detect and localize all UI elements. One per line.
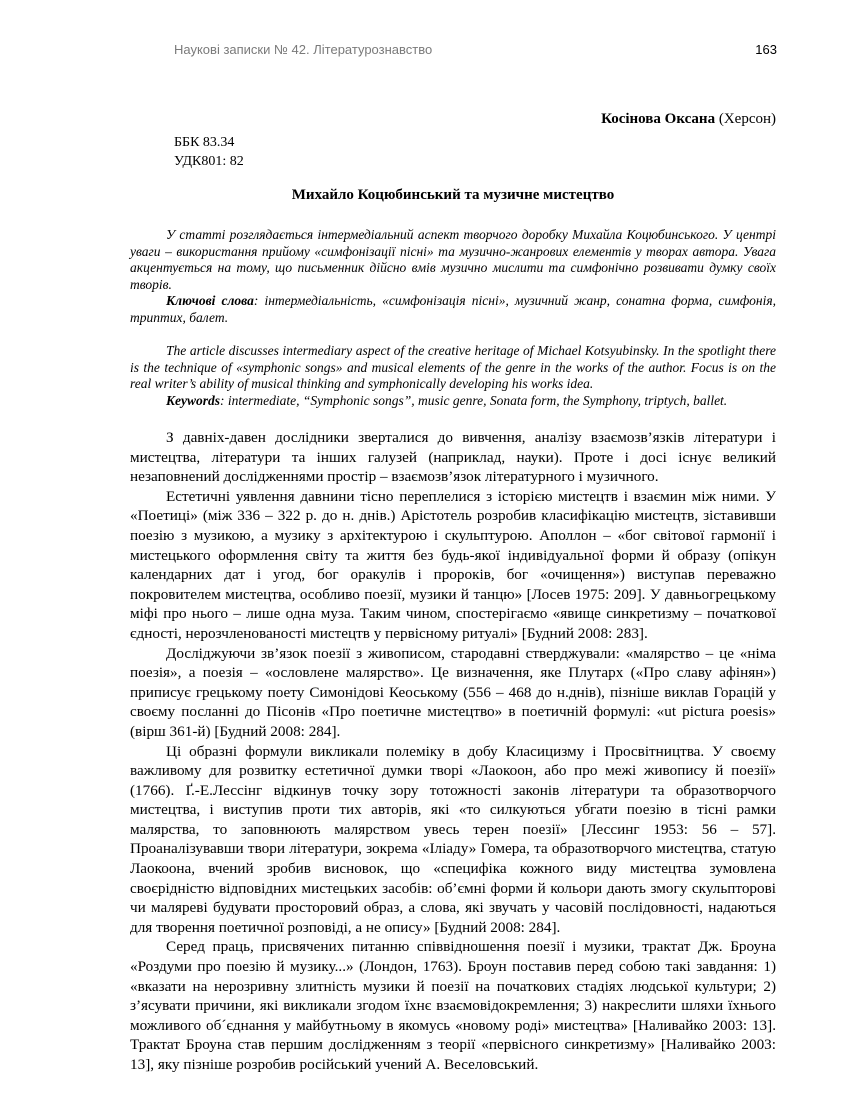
body-paragraph: Серед праць, присвячених питанню співвідношення поезії і музики, трактат Дж. Броуна «Роздуми про поезію й музику...» (Лондон, 1763). Броун поставив перед собою такі завдання: 1) «вказати на нерозривну злитність музики й поезії на початкових стадіях людської культури; 2) з’ясувати причини, які викликали згодом їхнє взаємовідокремлення; 3) накреслити шляхи їхнього можливого об´єднання у майбутньому в якомусь «новому роді» мистецтва» [Наливайко 2003: 13]. Трактат Броуна став першим дослідженням з теорії «первісного синкретизму» [Наливайко 2003: 13], яку пізніше розробив російський учений А. Веселовський. (130, 938, 776, 1073)
keywords-text: : інтермедіальність, «симфонізація пісні», музичний жанр, сонатна форма, симфонія, триптих, балет. (130, 293, 776, 325)
udk-code: УДК801: 82 (174, 154, 244, 169)
bbk-code: ББК 83.34 (174, 135, 235, 150)
body-paragraph: Досліджуючи зв’язок поезії з живописом, стародавні стверджували: «малярство – це «німа поезія», а поезія – «ословлене малярство». Це визначення, яке Плутарх («Про славу афінян») приписує грецькому поету Симонідові Кеоському (556 – 468 до н.днів), пізніше виклав Горацій у своєму посланні до Пісонів «Про поетичне мистецтво» в поетичній формулі: «ut pictura poesis» (вірш 361-й) [Будний 2008: 284]. (130, 644, 776, 740)
keywords-english (130, 393, 776, 410)
spacer (130, 326, 776, 343)
author-line (130, 110, 776, 129)
body-paragraph: З давніх-давен дослідники зверталися до вивчення, аналізу взаємозв’язків літератури і мистецтва, літератури та інших галузей (наприклад, науки). Проте і досі існує великий незаповнений дослідженнями простір – взаємозв’язок літературного і музичного. (130, 429, 776, 486)
article-title: Михайло Коцюбинський та музичне мистецтво (291, 187, 615, 203)
keywords-label: Keywords (166, 392, 220, 408)
body-paragraph: Ці образні формули викликали полеміку в добу Класицизму і Просвітництва. У своєму важливому для розвитку естетичної думки творі «Лаокоон, або про межі живопису й поезії» (1766). Ґ.-Е.Лессінг відкинув точку зору тотожності законів літератури та образотворчого мистецтва, і виступив проти тих авторів, які «то силкуються убгати поезію в тісні рамки малярства, то заповнюють малярством увесь терен поезії» [Лессинг 1953: 56 – 57]. Проаналізувавши твори літератури, зокрема «Іліаду» Гомера, та образотворчого мистецтва, статую Лаокоона, вчений зробив висновок, що «специфіка кожного виду мистецтва зумовлена своєрідністю відповідних мистецьких засобів: об’ємні форми й кольори дають змогу скульпторові чи маляреві будувати просторовий образ, а слова, які звучать у часовій послідовності, надаються для творення поетичної розповіді, а не опису» [Будний 2008: 284]. (130, 742, 776, 936)
keywords-text: : intermediate, “Symphonic songs”, music genre, Sonata form, the Symphony, triptych, ballet. (220, 392, 728, 408)
keywords-ukrainian (130, 293, 776, 326)
author-name: Косінова Оксана (601, 111, 716, 127)
abstract-ukrainian: У статті розглядається інтермедіальний аспект творчого доробку Михайла Коцюбинського. У центрі уваги – використання прийому «симфонізації пісні» та музично-жанрових елементів у творах автора. Увага акцентується на тому, що письменник дійсно вмів музично мислити та симфонічно розвивати думку своїх творів. (130, 227, 776, 292)
running-title: Наукові записки № 42. Літературознавство (174, 42, 433, 57)
page-number: 163 (755, 42, 777, 57)
article-body (130, 110, 776, 1075)
body-paragraph: Естетичні уявлення давнини тісно переплелися з історією мистецтв і взаємин між ними. У «Поетиці» (між 336 – 322 р. до н. днів.) Арістотель розробив класифікацію мистецтв, зіставивши поезію з музикою, а музику з архітектурою і скульптурою. Аполлон – «бог світової гармонії і мистецького оформлення світу та життя без будь-якої індивідуальної форми й образу (опікун календарних дат і угод, бог оракулів і пророків, бог «очищення») виступав переважно покровителем мистецтва, особливо поезії, музики й танцю» [Лосев 1975: 209]. У давньогрецькому міфі про нього – лише одна муза. Таким чином, спостерігаємо «явище синкретизму – початкової єдності, нерозчленованості мистецтв у первісному ритуалі» [Будний 2008: 283]. (130, 487, 776, 642)
author-city: (Херсон) (715, 111, 776, 127)
keywords-label: Ключові слова (166, 293, 254, 308)
abstract-english: The article discusses intermediary aspect of the creative heritage of Michael Kotsyubinsky. In the spotlight there is the technique of «symphonic songs» and musical elements of the genre in the works of the author. Focus is on the real writer’s ability of musical thinking and symphonically developing his works idea. (130, 343, 776, 391)
spacer (130, 409, 776, 428)
